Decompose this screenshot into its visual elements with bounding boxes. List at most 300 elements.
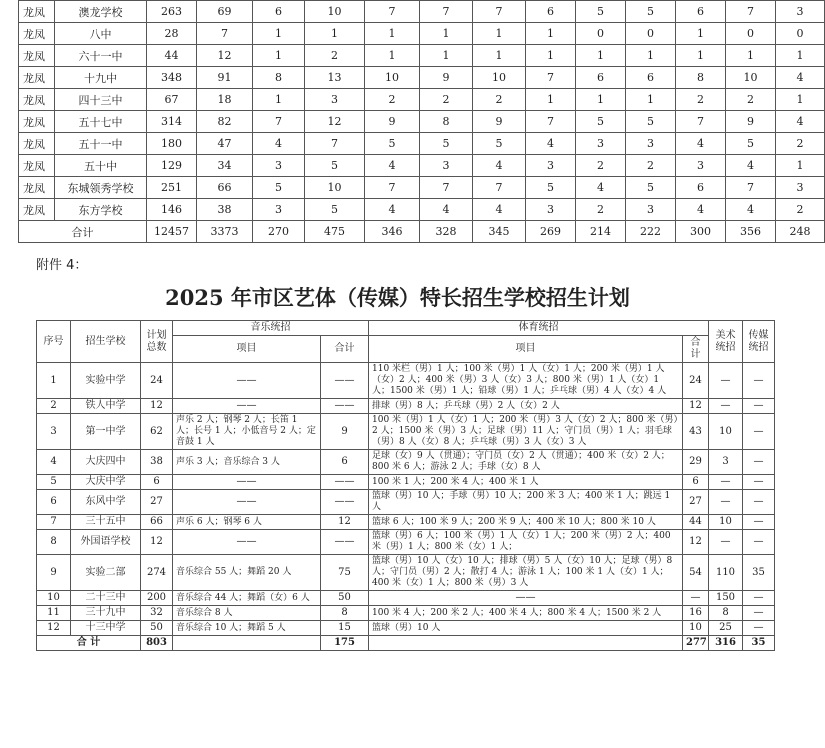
table-row	[37, 414, 775, 450]
music-item-cell: ——	[173, 399, 321, 414]
value-cell: 5	[253, 177, 305, 199]
header-music-item: 项目	[173, 336, 321, 363]
value-cell: 1	[365, 23, 420, 45]
seq-cell: 2	[37, 399, 71, 414]
value-cell: 6	[626, 67, 676, 89]
music-item-cell: 音乐综合 8 人	[173, 606, 321, 621]
table-row	[19, 45, 825, 67]
value-cell: 5	[526, 177, 576, 199]
table-row	[19, 177, 825, 199]
value-cell: 91	[197, 67, 253, 89]
value-cell: 5	[305, 199, 365, 221]
sports-item-cell: 排球（男）8 人；乒乓球（男）2 人（女）2 人	[369, 399, 683, 414]
value-cell: 2	[473, 89, 526, 111]
school-cell: 六十一中	[55, 45, 147, 67]
media-cell: —	[743, 414, 775, 450]
value-cell: 7	[526, 67, 576, 89]
value-cell: 7	[305, 133, 365, 155]
plan-total-cell: 66	[141, 515, 173, 530]
art-cell: 3	[709, 450, 743, 475]
total-art: 316	[709, 636, 743, 651]
value-cell: 7	[365, 1, 420, 23]
value-cell: 2	[420, 89, 473, 111]
total-value: 12457	[147, 221, 197, 243]
art-cell: 8	[709, 606, 743, 621]
value-cell: 1	[305, 23, 365, 45]
music-sum-cell: 6	[321, 450, 369, 475]
value-cell: 4	[420, 199, 473, 221]
value-cell: 5	[420, 133, 473, 155]
table-row	[37, 621, 775, 636]
value-cell: 7	[726, 177, 776, 199]
plan-total-cell: 32	[141, 606, 173, 621]
school-cell: 澳龙学校	[55, 1, 147, 23]
district-cell: 龙凤	[19, 155, 55, 177]
table-row	[37, 515, 775, 530]
school-cell: 四十三中	[55, 89, 147, 111]
value-cell: 2	[776, 199, 825, 221]
plan-total-cell: 12	[141, 399, 173, 414]
art-cell: —	[709, 475, 743, 490]
school-cell: 第一中学	[71, 414, 141, 450]
total-sports: 277	[683, 636, 709, 651]
value-cell: 5	[365, 133, 420, 155]
plan-total-cell: 12	[141, 530, 173, 555]
district-cell: 龙凤	[19, 199, 55, 221]
header-media: 传媒统招	[743, 321, 775, 363]
value-cell: 4	[253, 133, 305, 155]
seq-cell: 11	[37, 606, 71, 621]
table-row	[37, 363, 775, 399]
sports-item-cell: 110 米栏（男）1 人；100 米（男）1 人（女）1 人；200 米（男）1 人（女）2 人；400 米（男）3 人（女）3 人；800 米（男）1 人（女）1 人；1500 米（男）1 人；铅球（男）1 人；乒乓球（男）4 人（女）4 人	[369, 363, 683, 399]
value-cell: 3	[420, 155, 473, 177]
sports-sum-cell: 24	[683, 363, 709, 399]
media-cell: —	[743, 490, 775, 515]
media-cell: —	[743, 399, 775, 414]
value-cell: 5	[726, 133, 776, 155]
school-cell: 实验中学	[71, 363, 141, 399]
seq-cell: 3	[37, 414, 71, 450]
media-cell: —	[743, 450, 775, 475]
music-sum-cell: 50	[321, 591, 369, 606]
value-cell: 4	[526, 133, 576, 155]
value-cell: 0	[576, 23, 626, 45]
media-cell: —	[743, 591, 775, 606]
total-value: 270	[253, 221, 305, 243]
value-cell: 7	[365, 177, 420, 199]
sports-sum-cell: 44	[683, 515, 709, 530]
music-item-cell: 声乐 2 人；钢琴 2 人；长笛 1 人；长号 1 人；小低音号 2 人；定音鼓 1 人	[173, 414, 321, 450]
value-cell: 1	[576, 45, 626, 67]
music-sum-cell: 12	[321, 515, 369, 530]
value-cell: 13	[305, 67, 365, 89]
value-cell: 3	[776, 177, 825, 199]
seq-cell: 12	[37, 621, 71, 636]
music-item-cell: 音乐综合 55 人；舞蹈 20 人	[173, 555, 321, 591]
art-cell: 10	[709, 414, 743, 450]
table-row	[19, 155, 825, 177]
table-row	[37, 490, 775, 515]
music-item-cell: 声乐 3 人；音乐综合 3 人	[173, 450, 321, 475]
value-cell: 8	[253, 67, 305, 89]
media-cell: —	[743, 530, 775, 555]
header-seq: 序号	[37, 321, 71, 363]
media-cell: —	[743, 363, 775, 399]
music-item-cell: ——	[173, 490, 321, 515]
table-row	[19, 67, 825, 89]
value-cell: 12	[305, 111, 365, 133]
sports-item-cell: 篮球（男）10 人；手球（男）10 人；200 米 3 人；400 米 1 人；跳远 1 人	[369, 490, 683, 515]
music-sum-cell: ——	[321, 490, 369, 515]
total-media: 35	[743, 636, 775, 651]
enrollment-table-top	[18, 0, 825, 243]
table-row	[19, 89, 825, 111]
value-cell: 10	[305, 1, 365, 23]
table-row	[37, 450, 775, 475]
value-cell: 6	[576, 67, 626, 89]
value-cell: 7	[253, 111, 305, 133]
value-cell: 6	[676, 177, 726, 199]
sports-item-cell: ——	[369, 591, 683, 606]
total-label: 合 计	[37, 636, 141, 651]
total-value: 356	[726, 221, 776, 243]
value-cell: 67	[147, 89, 197, 111]
value-cell: 1	[253, 23, 305, 45]
sports-sum-cell: 12	[683, 530, 709, 555]
value-cell: 0	[626, 23, 676, 45]
value-cell: 7	[420, 177, 473, 199]
value-cell: 4	[365, 199, 420, 221]
plan-total-cell: 6	[141, 475, 173, 490]
value-cell: 2	[776, 133, 825, 155]
value-cell: 9	[726, 111, 776, 133]
value-cell: 4	[576, 177, 626, 199]
sports-sum-cell: 54	[683, 555, 709, 591]
value-cell: 10	[305, 177, 365, 199]
district-cell: 龙凤	[19, 177, 55, 199]
total-value: 300	[676, 221, 726, 243]
school-cell: 十九中	[55, 67, 147, 89]
sports-sum-cell: 16	[683, 606, 709, 621]
art-sports-enrollment-plan-table	[36, 320, 775, 651]
empty-cell	[173, 636, 321, 651]
value-cell: 47	[197, 133, 253, 155]
value-cell: 7	[526, 111, 576, 133]
value-cell: 3	[626, 199, 676, 221]
value-cell: 0	[726, 23, 776, 45]
total-value: 248	[776, 221, 825, 243]
total-row	[19, 221, 825, 243]
sports-sum-cell: 27	[683, 490, 709, 515]
table-row	[37, 475, 775, 490]
music-sum-cell: 75	[321, 555, 369, 591]
value-cell: 9	[420, 67, 473, 89]
value-cell: 5	[576, 111, 626, 133]
school-cell: 大庆中学	[71, 475, 141, 490]
value-cell: 1	[365, 45, 420, 67]
total-value: 475	[305, 221, 365, 243]
value-cell: 7	[197, 23, 253, 45]
sports-item-cell: 100 米（男）1 人（女）1 人；200 米（男）3 人（女）2 人；800 米（男）2 人；1500 米（男）3 人；足球（男）11 人；守门员（男）1 人；羽毛球（男）8 人（女）8 人；乒乓球（男）3 人（女）3 人	[369, 414, 683, 450]
music-item-cell: 音乐综合 10 人；舞蹈 5 人	[173, 621, 321, 636]
school-cell: 三十九中	[71, 606, 141, 621]
table-row	[37, 530, 775, 555]
value-cell: 8	[420, 111, 473, 133]
district-cell: 龙凤	[19, 45, 55, 67]
value-cell: 6	[253, 1, 305, 23]
sports-item-cell: 篮球（男）10 人	[369, 621, 683, 636]
school-cell: 铁人中学	[71, 399, 141, 414]
value-cell: 5	[305, 155, 365, 177]
value-cell: 69	[197, 1, 253, 23]
value-cell: 3	[526, 199, 576, 221]
value-cell: 34	[197, 155, 253, 177]
header-sports-sum: 合计	[683, 336, 709, 363]
sports-item-cell: 篮球（男）6 人；100 米（男）1 人（女）1 人；200 米（男）2 人；400 米（男）1 人；800 米（女）1 人；	[369, 530, 683, 555]
sports-item-cell: 100 米 1 人；200 米 4 人；400 米 1 人	[369, 475, 683, 490]
district-cell: 龙凤	[19, 133, 55, 155]
total-value: 346	[365, 221, 420, 243]
value-cell: 4	[776, 111, 825, 133]
school-cell: 东风中学	[71, 490, 141, 515]
art-cell: 150	[709, 591, 743, 606]
value-cell: 7	[420, 1, 473, 23]
value-cell: 1	[626, 89, 676, 111]
music-sum-cell: 15	[321, 621, 369, 636]
value-cell: 1	[253, 89, 305, 111]
district-cell: 龙凤	[19, 67, 55, 89]
value-cell: 180	[147, 133, 197, 155]
value-cell: 5	[576, 1, 626, 23]
value-cell: 2	[576, 155, 626, 177]
value-cell: 10	[365, 67, 420, 89]
plan-total-cell: 274	[141, 555, 173, 591]
value-cell: 314	[147, 111, 197, 133]
seq-cell: 1	[37, 363, 71, 399]
value-cell: 263	[147, 1, 197, 23]
music-sum-cell: ——	[321, 399, 369, 414]
value-cell: 0	[776, 23, 825, 45]
sports-sum-cell: —	[683, 591, 709, 606]
media-cell: —	[743, 475, 775, 490]
district-cell: 龙凤	[19, 111, 55, 133]
value-cell: 10	[473, 67, 526, 89]
value-cell: 3	[526, 155, 576, 177]
seq-cell: 6	[37, 490, 71, 515]
school-cell: 八中	[55, 23, 147, 45]
table-row	[37, 399, 775, 414]
seq-cell: 7	[37, 515, 71, 530]
seq-cell: 8	[37, 530, 71, 555]
value-cell: 9	[365, 111, 420, 133]
value-cell: 7	[676, 111, 726, 133]
value-cell: 2	[626, 155, 676, 177]
value-cell: 2	[305, 45, 365, 67]
total-value: 345	[473, 221, 526, 243]
sports-sum-cell: 12	[683, 399, 709, 414]
art-cell: —	[709, 399, 743, 414]
media-cell: —	[743, 606, 775, 621]
value-cell: 2	[365, 89, 420, 111]
page-title: 2025 年市区艺体（传媒）特长招生学校招生计划	[165, 285, 630, 310]
sports-item-cell: 足球（女）9 人（贯通）；守门员（女）2 人（贯通）；400 米（女）2 人；800 米 6 人；游泳 2 人；手球（女）8 人	[369, 450, 683, 475]
header-sports: 体育统招	[369, 321, 709, 336]
school-cell: 实验二部	[71, 555, 141, 591]
value-cell: 44	[147, 45, 197, 67]
music-item-cell: ——	[173, 530, 321, 555]
school-cell: 二十三中	[71, 591, 141, 606]
sports-sum-cell: 43	[683, 414, 709, 450]
sports-sum-cell: 10	[683, 621, 709, 636]
total-row	[37, 636, 775, 651]
sports-sum-cell: 29	[683, 450, 709, 475]
value-cell: 1	[576, 89, 626, 111]
school-cell: 五十七中	[55, 111, 147, 133]
value-cell: 38	[197, 199, 253, 221]
school-cell: 三十五中	[71, 515, 141, 530]
table-row	[19, 199, 825, 221]
school-cell: 大庆四中	[71, 450, 141, 475]
value-cell: 1	[253, 45, 305, 67]
plan-total-cell: 62	[141, 414, 173, 450]
value-cell: 2	[726, 89, 776, 111]
total-value: 269	[526, 221, 576, 243]
value-cell: 7	[473, 1, 526, 23]
plan-total-cell: 200	[141, 591, 173, 606]
value-cell: 5	[626, 1, 676, 23]
value-cell: 3	[253, 155, 305, 177]
school-cell: 东城领秀学校	[55, 177, 147, 199]
art-cell: 10	[709, 515, 743, 530]
school-cell: 十三中学	[71, 621, 141, 636]
empty-cell	[369, 636, 683, 651]
table-row	[37, 606, 775, 621]
total-music: 175	[321, 636, 369, 651]
header-plan-total: 计划总数	[141, 321, 173, 363]
music-sum-cell: 8	[321, 606, 369, 621]
music-item-cell: 音乐综合 44 人；舞蹈（女）6 人	[173, 591, 321, 606]
value-cell: 4	[676, 199, 726, 221]
district-cell: 龙凤	[19, 23, 55, 45]
plan-total-cell: 50	[141, 621, 173, 636]
total-value: 214	[576, 221, 626, 243]
value-cell: 18	[197, 89, 253, 111]
table-row	[37, 555, 775, 591]
sports-item-cell: 篮球 6 人；100 米 9 人；200 米 9 人；400 米 10 人；800 米 10 人	[369, 515, 683, 530]
seq-cell: 5	[37, 475, 71, 490]
value-cell: 4	[365, 155, 420, 177]
school-cell: 五十中	[55, 155, 147, 177]
music-sum-cell: ——	[321, 475, 369, 490]
district-cell: 龙凤	[19, 1, 55, 23]
value-cell: 3	[576, 133, 626, 155]
value-cell: 5	[473, 133, 526, 155]
value-cell: 348	[147, 67, 197, 89]
total-label: 合计	[19, 221, 147, 243]
header-music: 音乐统招	[173, 321, 369, 336]
sports-item-cell: 篮球（男）10 人（女）10 人；排球（男）5 人（女）10 人；足球（男）8 人；守门员（男）2 人；散打 4 人；游泳 1 人；100 米 1 人（女）1 人；400 米（女）1 人；800 米（男）3 人	[369, 555, 683, 591]
school-cell: 外国语学校	[71, 530, 141, 555]
value-cell: 3	[305, 89, 365, 111]
plan-total-cell: 38	[141, 450, 173, 475]
value-cell: 4	[726, 155, 776, 177]
value-cell: 10	[726, 67, 776, 89]
value-cell: 9	[473, 111, 526, 133]
school-cell: 五十一中	[55, 133, 147, 155]
value-cell: 3	[676, 155, 726, 177]
value-cell: 1	[526, 23, 576, 45]
art-cell: —	[709, 363, 743, 399]
value-cell: 66	[197, 177, 253, 199]
total-value: 3373	[197, 221, 253, 243]
table-row	[19, 133, 825, 155]
music-item-cell: 声乐 6 人；钢琴 6 人	[173, 515, 321, 530]
total-plan: 803	[141, 636, 173, 651]
header-music-sum: 合计	[321, 336, 369, 363]
value-cell: 7	[726, 1, 776, 23]
header-art: 美术统招	[709, 321, 743, 363]
music-item-cell: ——	[173, 363, 321, 399]
music-item-cell: ——	[173, 475, 321, 490]
value-cell: 5	[626, 177, 676, 199]
value-cell: 12	[197, 45, 253, 67]
music-sum-cell: ——	[321, 363, 369, 399]
sports-sum-cell: 6	[683, 475, 709, 490]
value-cell: 3	[776, 1, 825, 23]
value-cell: 1	[776, 45, 825, 67]
value-cell: 28	[147, 23, 197, 45]
value-cell: 4	[676, 133, 726, 155]
table-row	[19, 1, 825, 23]
art-cell: —	[709, 490, 743, 515]
value-cell: 6	[526, 1, 576, 23]
value-cell: 1	[420, 45, 473, 67]
art-cell: 110	[709, 555, 743, 591]
value-cell: 1	[526, 89, 576, 111]
value-cell: 1	[526, 45, 576, 67]
attachment-label: 附件 4：	[36, 258, 88, 273]
value-cell: 3	[626, 133, 676, 155]
value-cell: 8	[676, 67, 726, 89]
value-cell: 1	[473, 23, 526, 45]
seq-cell: 10	[37, 591, 71, 606]
value-cell: 1	[676, 45, 726, 67]
value-cell: 7	[473, 177, 526, 199]
value-cell: 2	[676, 89, 726, 111]
total-value: 328	[420, 221, 473, 243]
value-cell: 4	[776, 67, 825, 89]
value-cell: 1	[776, 155, 825, 177]
seq-cell: 9	[37, 555, 71, 591]
media-cell: —	[743, 621, 775, 636]
plan-total-cell: 24	[141, 363, 173, 399]
plan-total-cell: 27	[141, 490, 173, 515]
table-row	[19, 111, 825, 133]
value-cell: 4	[726, 199, 776, 221]
table-row	[37, 591, 775, 606]
value-cell: 4	[473, 199, 526, 221]
total-value: 222	[626, 221, 676, 243]
media-cell: 35	[743, 555, 775, 591]
district-cell: 龙凤	[19, 89, 55, 111]
value-cell: 4	[473, 155, 526, 177]
value-cell: 1	[473, 45, 526, 67]
table-row	[19, 23, 825, 45]
value-cell: 146	[147, 199, 197, 221]
sports-item-cell: 100 米 4 人；200 米 2 人；400 米 4 人；800 米 4 人；1500 米 2 人	[369, 606, 683, 621]
media-cell: —	[743, 515, 775, 530]
music-sum-cell: ——	[321, 530, 369, 555]
